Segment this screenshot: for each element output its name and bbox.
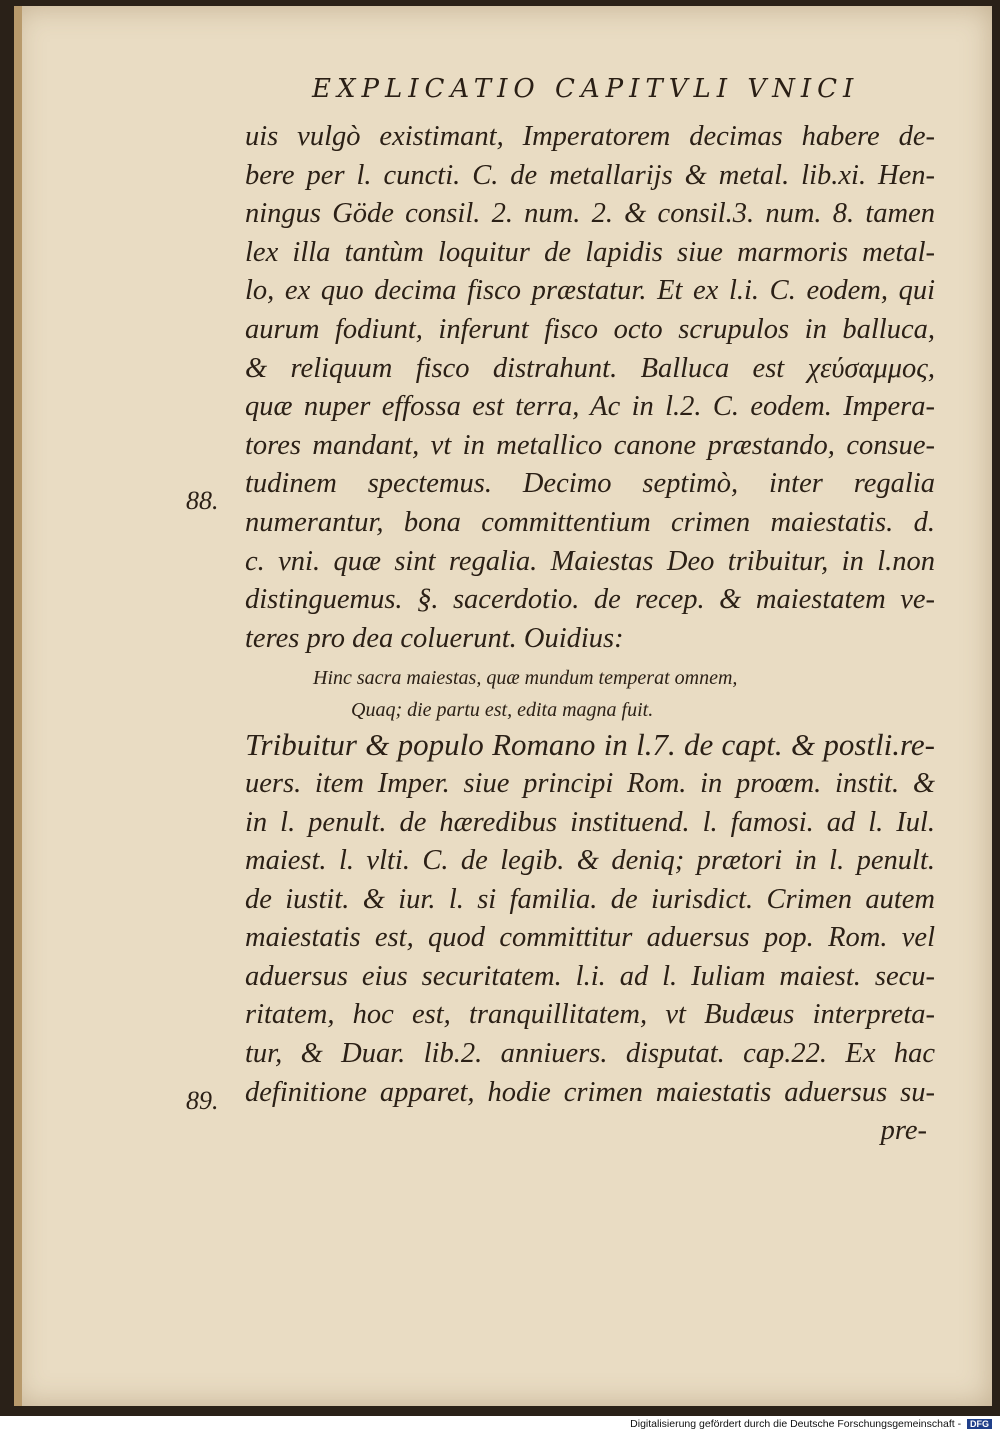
text-line: maiest. l. vlti. C. de legib. & deniq; prætori in l. penult.	[245, 845, 935, 877]
digitization-credit	[630, 1418, 992, 1430]
page-edge	[14, 6, 22, 1406]
verse-line: Quaq; die partu est, edita magna fuit.	[351, 699, 654, 722]
text-line: de iustit. & iur. l. si familia. de iurisdict. Crimen autem	[245, 883, 935, 915]
text-line: maiestatis est, quod committitur aduersus pop. Rom. vel	[245, 922, 935, 954]
text-line: bere per l. cuncti. C. de metallarijs & metal. lib.xi. Hen-	[245, 159, 935, 191]
text-line: tores mandant, vt in metallico canone præstando, consue-	[245, 429, 935, 461]
text-line: in l. penult. de hæredibus instituend. l. famosi. ad l. Iul.	[245, 806, 935, 838]
text-line: lex illa tantùm loquitur de lapidis siue marmoris metal-	[245, 236, 935, 268]
text-line: lo, ex quo decima fisco præstatur. Et ex l.i. C. eodem, qui	[245, 275, 935, 307]
text-line: distinguemus. §. sacerdotio. de recep. & maiestatem ve-	[245, 584, 935, 616]
text-line: ningus Göde consil. 2. num. 2. & consil.3. num. 8. tamen	[245, 198, 935, 230]
text-line: Tribuitur & populo Romano in l.7. de capt. & postli.re-	[245, 727, 935, 763]
body-text	[245, 118, 935, 1151]
text-line: uis vulgò existimant, Imperatorem decimas habere de-	[245, 121, 935, 152]
catchword: pre-	[880, 1115, 927, 1147]
text-line: uers. item Imper. siue principi Rom. in proœm. instit. &	[245, 767, 935, 799]
text-line: aurum fodiunt, inferunt fisco octo scrupulos in balluca,	[245, 313, 935, 345]
margin-number-89: 89.	[186, 1086, 219, 1115]
verse-line: Hinc sacra maiestas, quæ mundum temperat omnem,	[313, 667, 738, 690]
text-line: ritatem, hoc est, tranquillitatem, vt Budæus interpreta-	[245, 999, 935, 1031]
text-line: tudinem spectemus. Decimo septimò, inter regalia	[245, 468, 935, 500]
text-line: tur, & Duar. lib.2. anniuers. disputat. cap.22. Ex hac	[245, 1038, 935, 1070]
text-line: aduersus eius securitatem. l.i. ad l. Iuliam maiest. secu-	[245, 960, 935, 992]
text-line: c. vni. quæ sint regalia. Maiestas Deo tribuitur, in l.non	[245, 545, 935, 577]
text-line: teres pro dea coluerunt. Ouidius:	[245, 622, 624, 654]
text-line: definitione apparet, hodie crimen maiestatis aduersus su-	[245, 1076, 935, 1108]
running-head: EXPLICATIO CAPITVLI VNICI	[312, 74, 860, 104]
text-line: quæ nuper effossa est terra, Ac in l.2. C. eodem. Impera-	[245, 391, 935, 423]
credit-text: Digitalisierung gefördert durch die Deutsche Forschungsgemeinschaft -	[630, 1418, 962, 1430]
text-line: numerantur, bona committentium crimen maiestatis. d.	[245, 506, 935, 538]
margin-number-88: 88.	[186, 486, 219, 515]
dfg-logo-icon: DFG	[967, 1419, 992, 1429]
text-line: & reliquum fisco distrahunt. Balluca est χεύσαμμος,	[245, 352, 935, 384]
